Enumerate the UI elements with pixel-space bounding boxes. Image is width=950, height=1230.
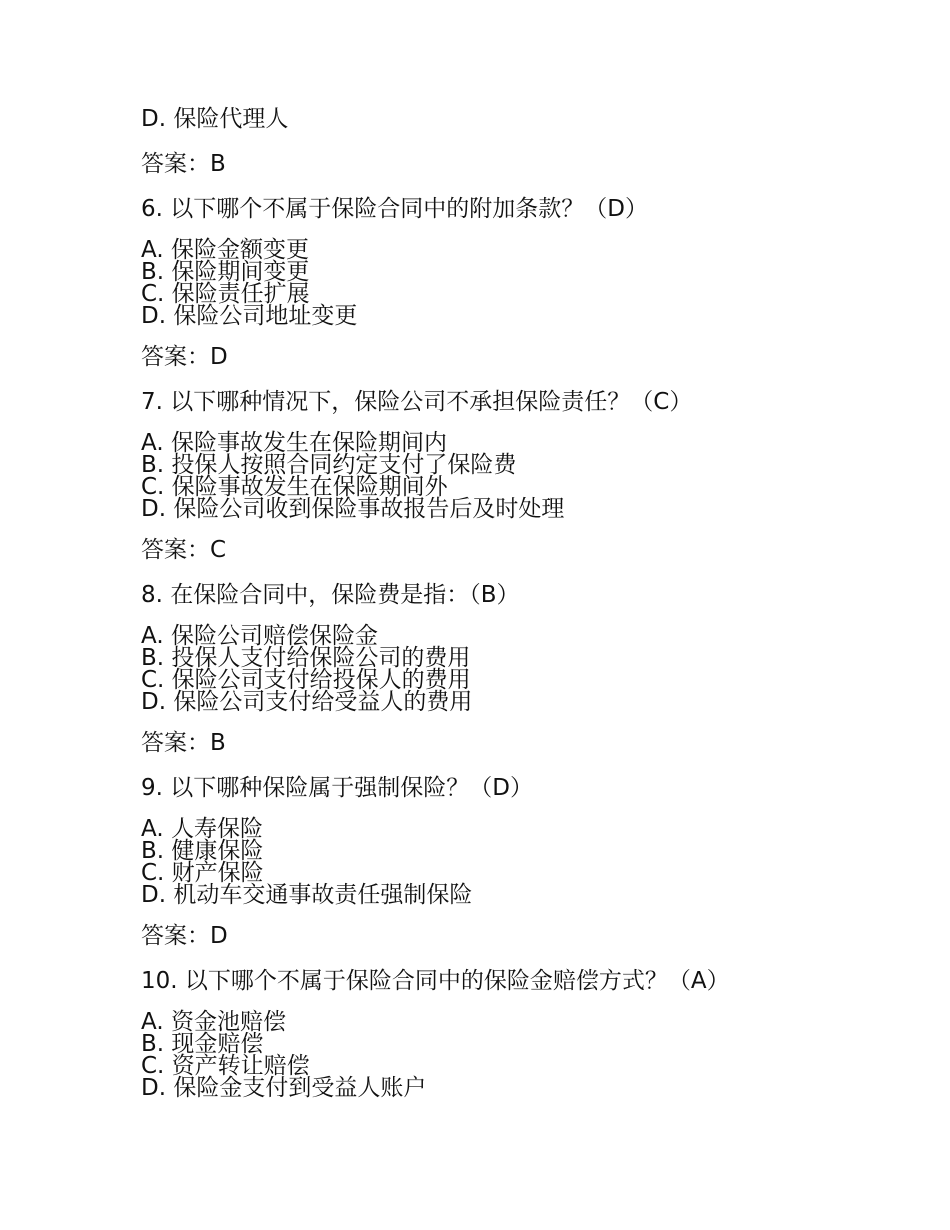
- answer-8: 答案：B: [141, 730, 226, 756]
- option-a: A. 人寿保险: [141, 816, 263, 842]
- answer-7: 答案：C: [141, 537, 227, 563]
- answer-9: 答案：D: [141, 923, 228, 949]
- option-b: B. 保险期间变更: [141, 259, 310, 285]
- option-b: B. 投保人支付给保险公司的费用: [141, 645, 471, 671]
- option-c: C. 保险公司支付给投保人的费用: [141, 667, 471, 693]
- option-a: A. 保险事故发生在保险期间内: [141, 430, 447, 456]
- question-10: 10. 以下哪个不属于保险合同中的保险金赔偿方式？（A）: [141, 968, 730, 994]
- question-6-options: [141, 239, 881, 327]
- option-b: B. 健康保险: [141, 838, 264, 864]
- question-8: 8. 在保险合同中，保险费是指：（B）: [141, 582, 520, 608]
- question-10-options: [141, 1011, 881, 1099]
- option-d-previous: D. 保险代理人: [141, 106, 289, 132]
- option-d: D. 机动车交通事故责任强制保险: [141, 882, 473, 908]
- document-content: [141, 104, 881, 1114]
- option-c: C. 资产转让赔偿: [141, 1053, 310, 1079]
- option-b: B. 投保人按照合同约定支付了保险费: [141, 452, 517, 478]
- question-8-options: [141, 625, 881, 713]
- option-d: D. 保险公司支付给受益人的费用: [141, 689, 473, 715]
- answer-previous: 答案：B: [141, 151, 226, 177]
- option-a: A. 保险金额变更: [141, 237, 309, 263]
- question-7-options: [141, 432, 881, 520]
- option-b: B. 现金赔偿: [141, 1031, 264, 1057]
- option-d: D. 保险公司地址变更: [141, 303, 358, 329]
- question-9: 9. 以下哪种保险属于强制保险？（D）: [141, 775, 533, 801]
- question-7: 7. 以下哪种情况下，保险公司不承担保险责任？（C）: [141, 389, 693, 415]
- answer-6: 答案：D: [141, 344, 228, 370]
- option-d: D. 保险金支付到受益人账户: [141, 1075, 427, 1101]
- option-a: A. 资金池赔偿: [141, 1009, 286, 1035]
- question-6: 6. 以下哪个不属于保险合同中的附加条款？（D）: [141, 196, 648, 222]
- option-c: C. 保险事故发生在保险期间外: [141, 474, 448, 500]
- question-9-options: [141, 818, 881, 906]
- option-c: C. 财产保险: [141, 860, 264, 886]
- option-d: D. 保险公司收到保险事故报告后及时处理: [141, 496, 565, 522]
- option-a: A. 保险公司赔偿保险金: [141, 623, 378, 649]
- option-c: C. 保险责任扩展: [141, 281, 310, 307]
